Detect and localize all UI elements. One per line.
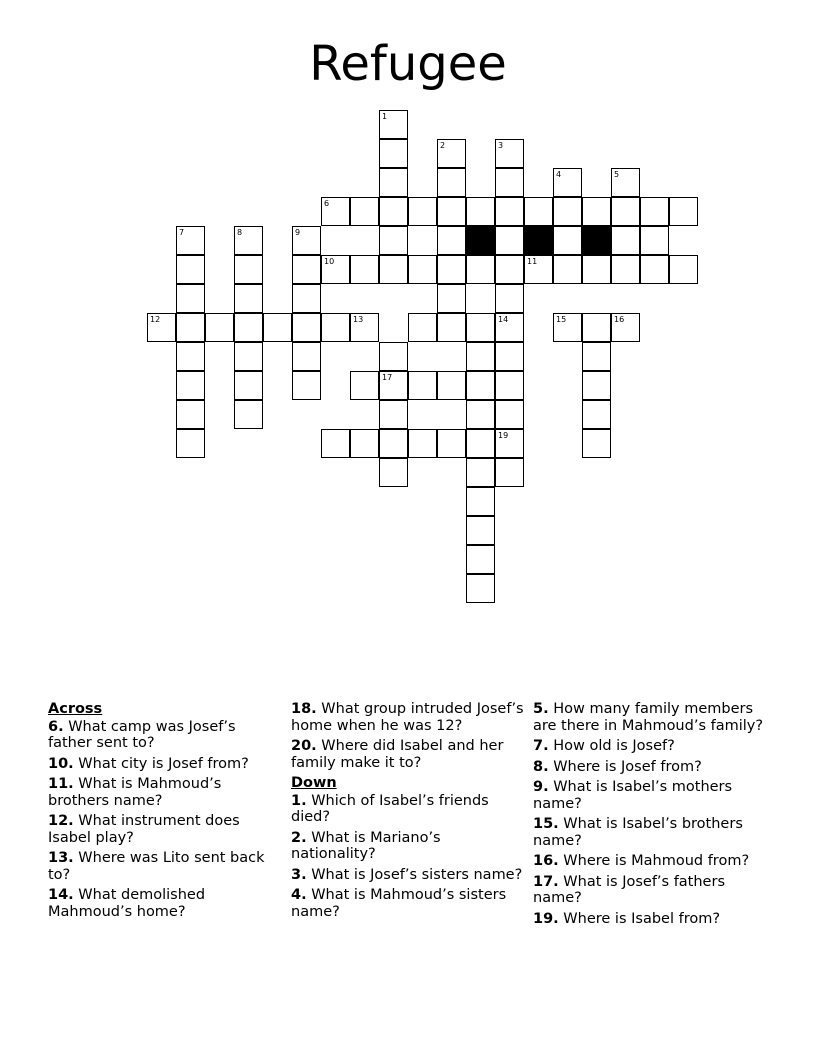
- grid-cell[interactable]: [640, 197, 669, 226]
- grid-cell[interactable]: [379, 139, 408, 168]
- grid-cell[interactable]: [437, 168, 466, 197]
- grid-cell[interactable]: [466, 545, 495, 574]
- grid-cell[interactable]: [466, 458, 495, 487]
- grid-cell[interactable]: [147, 313, 176, 342]
- grid-cell[interactable]: [176, 371, 205, 400]
- grid-cell[interactable]: [176, 429, 205, 458]
- grid-cell[interactable]: [292, 342, 321, 371]
- grid-cell[interactable]: [379, 429, 408, 458]
- grid-cell[interactable]: [466, 342, 495, 371]
- grid-cell[interactable]: [350, 429, 379, 458]
- grid-cell[interactable]: [176, 342, 205, 371]
- grid-cell[interactable]: [379, 458, 408, 487]
- grid-cell[interactable]: [466, 313, 495, 342]
- grid-cell[interactable]: [437, 313, 466, 342]
- grid-cell[interactable]: [292, 313, 321, 342]
- grid-cell[interactable]: [582, 313, 611, 342]
- grid-cell[interactable]: [553, 168, 582, 197]
- clue-down-2: 2. What is Mariano’s nationality?: [291, 829, 441, 862]
- grid-cell[interactable]: [640, 255, 669, 284]
- clue-number-7: 7: [179, 228, 185, 237]
- grid-cell[interactable]: [379, 342, 408, 371]
- grid-cell[interactable]: [437, 429, 466, 458]
- grid-cell[interactable]: [669, 197, 698, 226]
- grid-cell[interactable]: [553, 226, 582, 255]
- clue-number-2: 2: [440, 141, 446, 150]
- clue-across-20: 20. Where did Isabel and her family make it to?: [291, 738, 504, 771]
- clue-number-12: 12: [150, 315, 161, 324]
- grid-cell[interactable]: [495, 458, 524, 487]
- clue-down-4: 4. What is Mahmoud’s sisters name?: [291, 887, 507, 920]
- grid-cell[interactable]: [379, 255, 408, 284]
- grid-cell[interactable]: [379, 110, 408, 139]
- clue-across-18: 18. What group intruded Josef’s home when he was 12?: [291, 701, 524, 734]
- grid-cell[interactable]: [524, 197, 553, 226]
- clue-column-2: [291, 701, 526, 924]
- grid-cell[interactable]: [321, 255, 350, 284]
- grid-cell[interactable]: [495, 284, 524, 313]
- grid-cell[interactable]: [234, 284, 263, 313]
- clue-number-6: 6: [324, 199, 330, 208]
- grid-cell[interactable]: [553, 313, 582, 342]
- grid-cell[interactable]: [553, 255, 582, 284]
- grid-cell[interactable]: [611, 313, 640, 342]
- clue-number-19: 19: [498, 431, 509, 440]
- clue-down-1: 1. Which of Isabel’s friends died?: [291, 792, 489, 825]
- grid-cell[interactable]: [408, 197, 437, 226]
- grid-cell[interactable]: [495, 168, 524, 197]
- grid-cell[interactable]: [611, 197, 640, 226]
- clue-across-6: 6. What camp was Josef’s father sent to?: [48, 718, 236, 751]
- grid-cell[interactable]: [437, 197, 466, 226]
- grid-cell[interactable]: [176, 400, 205, 429]
- grid-cell[interactable]: [466, 400, 495, 429]
- grid-cell[interactable]: [321, 313, 350, 342]
- grid-cell[interactable]: [466, 371, 495, 400]
- grid-cell[interactable]: [176, 255, 205, 284]
- grid-cell[interactable]: [350, 313, 379, 342]
- grid-cell[interactable]: [466, 487, 495, 516]
- grid-cell[interactable]: [350, 371, 379, 400]
- clue-across-13: 13. Where was Lito sent back to?: [48, 850, 265, 883]
- grid-cell[interactable]: [582, 371, 611, 400]
- across-heading: Across: [48, 701, 103, 717]
- grid-cell[interactable]: [495, 429, 524, 458]
- clue-down-5: 5. How many family members are there in Mahmoud’s family?: [533, 701, 764, 734]
- grid-cell[interactable]: [379, 226, 408, 255]
- black-square: [466, 226, 495, 255]
- grid-cell[interactable]: [379, 197, 408, 226]
- grid-cell[interactable]: [437, 226, 466, 255]
- page-title: Refugee: [309, 36, 507, 92]
- clue-number-17: 17: [382, 373, 393, 382]
- clue-number-3: 3: [498, 141, 504, 150]
- grid-cell[interactable]: [350, 255, 379, 284]
- grid-cell[interactable]: [234, 226, 263, 255]
- grid-cell[interactable]: [292, 226, 321, 255]
- grid-cell[interactable]: [437, 139, 466, 168]
- clue-down-19: 19. Where is Isabel from?: [533, 910, 721, 927]
- grid-cell[interactable]: [582, 255, 611, 284]
- down-heading: Down: [291, 775, 337, 791]
- clue-number-11: 11: [527, 257, 538, 266]
- grid-cell[interactable]: [234, 371, 263, 400]
- grid-cell[interactable]: [379, 371, 408, 400]
- grid-cell[interactable]: [205, 313, 234, 342]
- grid-cell[interactable]: [495, 313, 524, 342]
- grid-cell[interactable]: [408, 429, 437, 458]
- clue-across-12: 12. What instrument does Isabel play?: [48, 813, 240, 846]
- grid-cell[interactable]: [611, 255, 640, 284]
- grid-cell[interactable]: [350, 197, 379, 226]
- grid-cell[interactable]: [495, 400, 524, 429]
- grid-cell[interactable]: [495, 197, 524, 226]
- grid-cell[interactable]: [379, 168, 408, 197]
- grid-cell[interactable]: [466, 429, 495, 458]
- grid-cell[interactable]: [408, 371, 437, 400]
- grid-cell[interactable]: [582, 400, 611, 429]
- clue-across-10: 10. What city is Josef from?: [48, 755, 249, 772]
- grid-cell[interactable]: [437, 284, 466, 313]
- grid-cell[interactable]: [234, 313, 263, 342]
- clue-number-16: 16: [614, 315, 625, 324]
- grid-cell[interactable]: [582, 197, 611, 226]
- grid-cell[interactable]: [263, 313, 292, 342]
- grid-cell[interactable]: [611, 168, 640, 197]
- grid-cell[interactable]: [176, 313, 205, 342]
- clue-number-9: 9: [295, 228, 301, 237]
- clue-number-5: 5: [614, 170, 620, 179]
- clue-number-15: 15: [556, 315, 567, 324]
- grid-cell[interactable]: [495, 342, 524, 371]
- grid-cell[interactable]: [408, 255, 437, 284]
- grid-cell[interactable]: [292, 255, 321, 284]
- clue-across-11: 11. What is Mahmoud’s brothers name?: [48, 776, 222, 809]
- clue-down-9: 9. What is Isabel’s mothers name?: [533, 779, 733, 812]
- clue-number-4: 4: [556, 170, 562, 179]
- clue-column-3: [533, 701, 773, 931]
- grid-cell[interactable]: [437, 371, 466, 400]
- grid-cell[interactable]: [379, 400, 408, 429]
- grid-cell[interactable]: [234, 342, 263, 371]
- grid-cell[interactable]: [553, 197, 582, 226]
- black-square: [524, 226, 553, 255]
- clue-down-17: 17. What is Josef’s fathers name?: [533, 873, 725, 906]
- grid-cell[interactable]: [321, 197, 350, 226]
- clue-down-7: 7. How old is Josef?: [533, 738, 675, 754]
- grid-cell[interactable]: [176, 226, 205, 255]
- grid-cell[interactable]: [495, 371, 524, 400]
- clue-number-13: 13: [353, 315, 364, 324]
- clue-down-16: 16. Where is Mahmoud from?: [533, 853, 750, 869]
- clue-number-10: 10: [324, 257, 335, 266]
- clue-down-15: 15. What is Isabel’s brothers name?: [533, 816, 743, 849]
- clue-column-1: [48, 701, 278, 924]
- clue-number-1: 1: [382, 112, 388, 121]
- grid-cell[interactable]: [408, 313, 437, 342]
- grid-cell[interactable]: [582, 342, 611, 371]
- grid-cell[interactable]: [669, 255, 698, 284]
- grid-cell[interactable]: [234, 255, 263, 284]
- grid-cell[interactable]: [292, 371, 321, 400]
- grid-cell[interactable]: [640, 226, 669, 255]
- grid-cell[interactable]: [321, 429, 350, 458]
- grid-cell[interactable]: [611, 226, 640, 255]
- clue-across-14: 14. What demolished Mahmoud’s home?: [48, 887, 206, 920]
- grid-cell[interactable]: [466, 197, 495, 226]
- grid-cell[interactable]: [176, 284, 205, 313]
- clue-number-14: 14: [498, 315, 509, 324]
- grid-cell[interactable]: [495, 139, 524, 168]
- grid-cell[interactable]: [524, 255, 553, 284]
- grid-cell[interactable]: [495, 255, 524, 284]
- clue-number-8: 8: [237, 228, 243, 237]
- grid-cell[interactable]: [466, 255, 495, 284]
- grid-cell[interactable]: [495, 226, 524, 255]
- grid-cell[interactable]: [466, 516, 495, 545]
- grid-cell[interactable]: [582, 429, 611, 458]
- clue-down-3: 3. What is Josef’s sisters name?: [291, 866, 523, 883]
- grid-cell[interactable]: [437, 255, 466, 284]
- grid-cell[interactable]: [292, 284, 321, 313]
- grid-cell[interactable]: [466, 574, 495, 603]
- black-square: [582, 226, 611, 255]
- grid-cell[interactable]: [234, 400, 263, 429]
- clue-down-8: 8. Where is Josef from?: [533, 758, 702, 775]
